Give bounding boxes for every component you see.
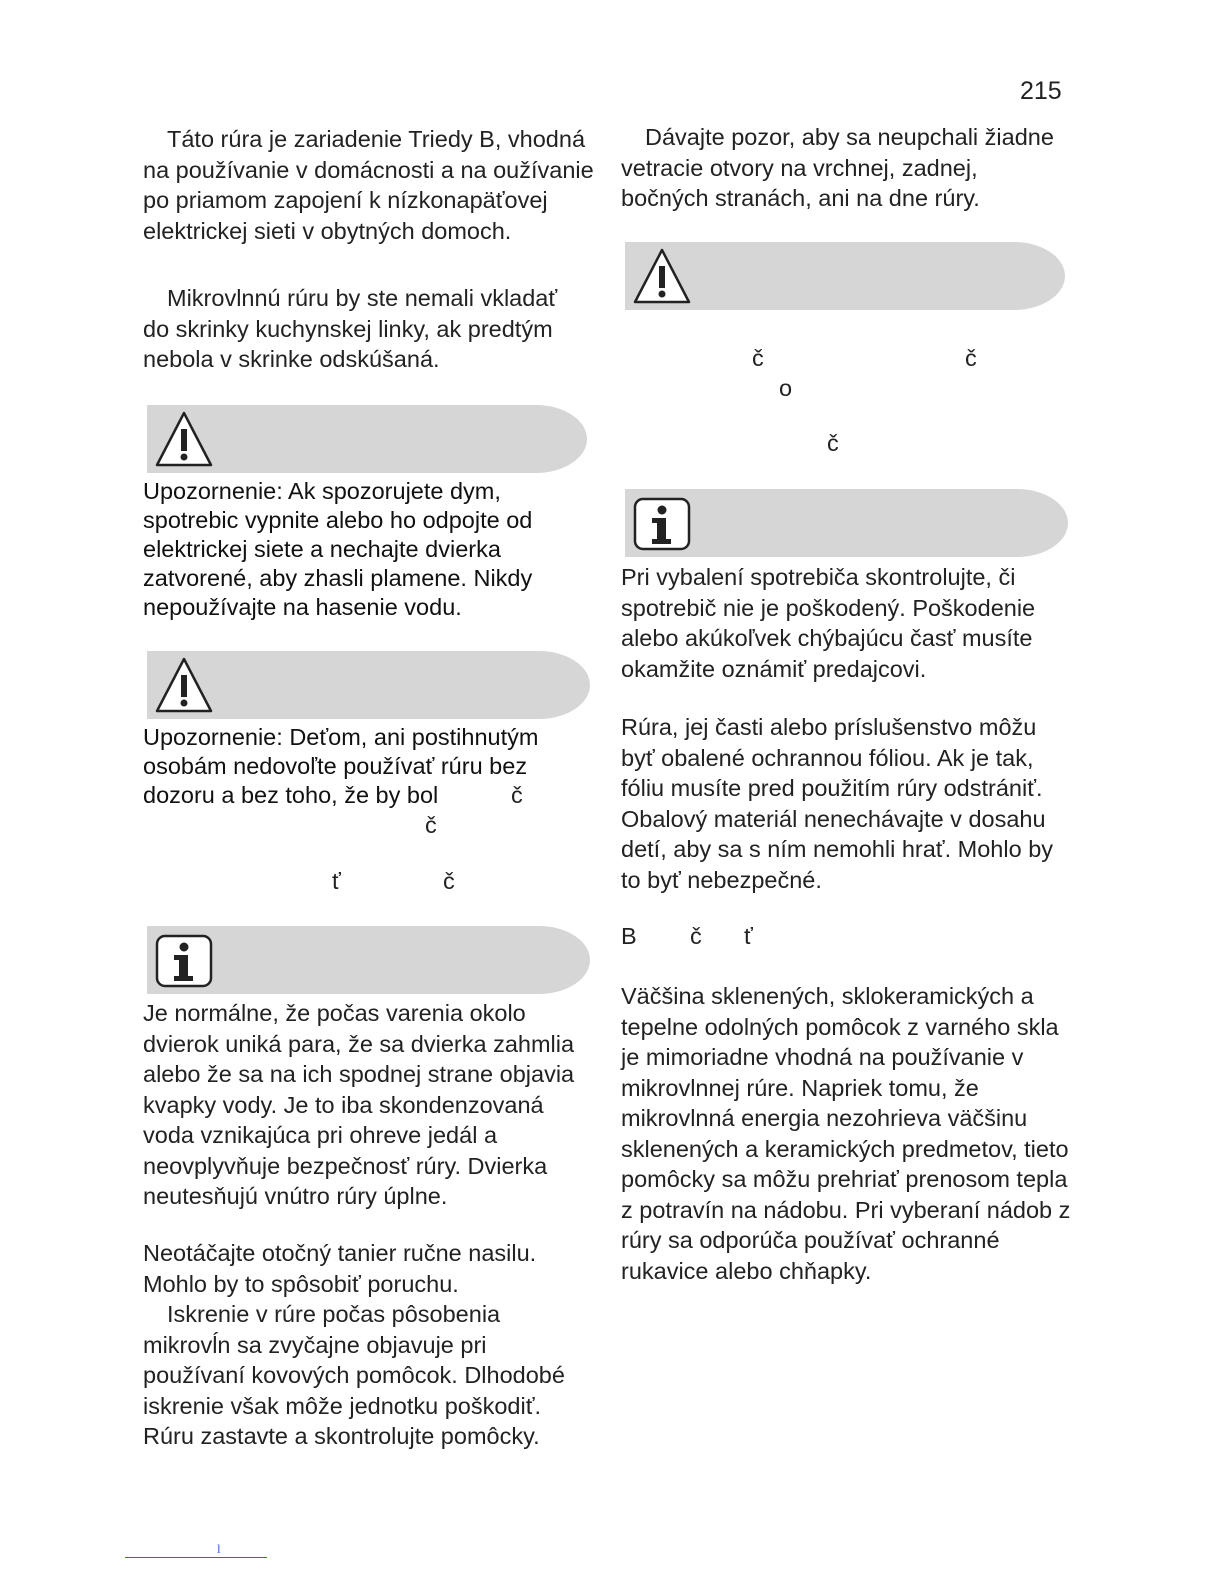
warning-band-1: [147, 405, 587, 473]
warning-triangle-icon: [631, 246, 693, 306]
footer-mark: l: [217, 1541, 221, 1556]
info-band-1: [147, 926, 590, 994]
right-paragraph-1: Dávajte pozor, aby sa neupchali žiadne vetracie otvory na vrchnej, zadnej, bočných stranách, ani na dne rúry.: [621, 124, 1054, 211]
text-fragment: č: [965, 345, 977, 371]
page-number: 215: [1020, 77, 1062, 105]
left-paragraph-4: Iskrenie v rúre počas pôsobenia mikrovĺn sa zvyčajne objavuje pri používaní kovových pomôcok. Dlhodobé iskrenie však môže jednotku poškodiť. Rúru zastavte a skontrolujte pomôcky.: [143, 1301, 565, 1449]
text-fragment: č: [425, 812, 437, 838]
left-paragraph-2: Mikrovlnnú rúru by ste nemali vkladať do skrinky kuchynskej linky, ak predtým nebola v skrinke odskúšaná.: [143, 285, 558, 372]
heading-fragment: č: [690, 923, 702, 949]
text-fragment: č: [511, 782, 523, 808]
info-icon: [631, 493, 693, 553]
left-paragraph-1: Táto rúra je zariadenie Triedy B, vhodná na používanie v domácnosti a na oužívanie po priamom zapojení k nízkonapäťovej elektrickej sieti v obytných domoch.: [143, 126, 594, 244]
info-icon: [153, 930, 215, 990]
warning-text-2: Upozornenie: Deťom, ani postihnutým osobám nedovoľte používať rúru bez dozoru a bez toho, že by bol: [143, 724, 539, 808]
warning-triangle-icon: [153, 409, 215, 469]
text-fragment: č: [827, 430, 839, 456]
left-paragraph-3: Neotáčajte otočný tanier ručne nasilu. Mohlo by to spôsobiť poruchu.: [143, 1240, 537, 1297]
heading-fragment: B: [621, 923, 637, 949]
warning-text-1: Upozornenie: Ak spozorujete dym, spotrebic vypnite alebo ho odpojte od elektrickej siete a nechajte dvierka zatvorené, aby zhasli plamene. Nikdy nepoužívajte na hasenie vodu.: [143, 478, 533, 620]
text-fragment: č: [752, 345, 764, 371]
text-fragment: ť: [332, 868, 341, 894]
info-text-2: Pri vybalení spotrebiča skontrolujte, či spotrebič nie je poškodený. Poškodenie alebo akúkoľvek chýbajúcu časť musíte okamžite oznámiť predajcovi.: [621, 564, 1036, 682]
info-text-1: Je normálne, že počas varenia okolo dvierok uniká para, že sa dvierka zahmlia alebo že sa na ich spodnej strane objavia kvapky vody. Je to iba skondenzovaná voda vznikajúca pri ohreve jedál a neovplyvňuje bezpečnosť rúry. Dvierka neutesňujú vnútro rúry úplne.: [143, 1000, 575, 1209]
text-fragment: č: [443, 868, 455, 894]
info-band-2: [625, 489, 1068, 557]
heading-fragment: ť: [744, 923, 753, 949]
text-fragment: o: [779, 375, 793, 401]
warning-band-3: [625, 242, 1065, 310]
warning-triangle-icon: [153, 655, 215, 715]
right-paragraph-2: Rúra, jej časti alebo príslušenstvo môžu byť obalené ochrannou fóliou. Ak je tak, fóliu musíte pred použitím rúry odstrániť. Obalový materiál nenechávajte v dosahu detí, aby sa s ním nemohli hrať. Mohlo by to byť nebezpečné.: [621, 714, 1054, 893]
footer-rule: [125, 1557, 267, 1558]
right-paragraph-3: Väčšina sklenených, sklokeramických a tepelne odolných pomôcok z varného skla je mimoriadne vhodná na používanie v mikrovlnnej rúre. Napriek tomu, že mikrovlnná energia nezohrieva väčšinu sklenených a keramických predmetov, tieto pomôcky sa môžu prehriať prenosom tepla z potravín na nádobu. Pri vyberaní nádob z rúry sa odporúča používať ochranné rukavice alebo chňapky.: [621, 983, 1071, 1284]
warning-band-2: [147, 651, 590, 719]
